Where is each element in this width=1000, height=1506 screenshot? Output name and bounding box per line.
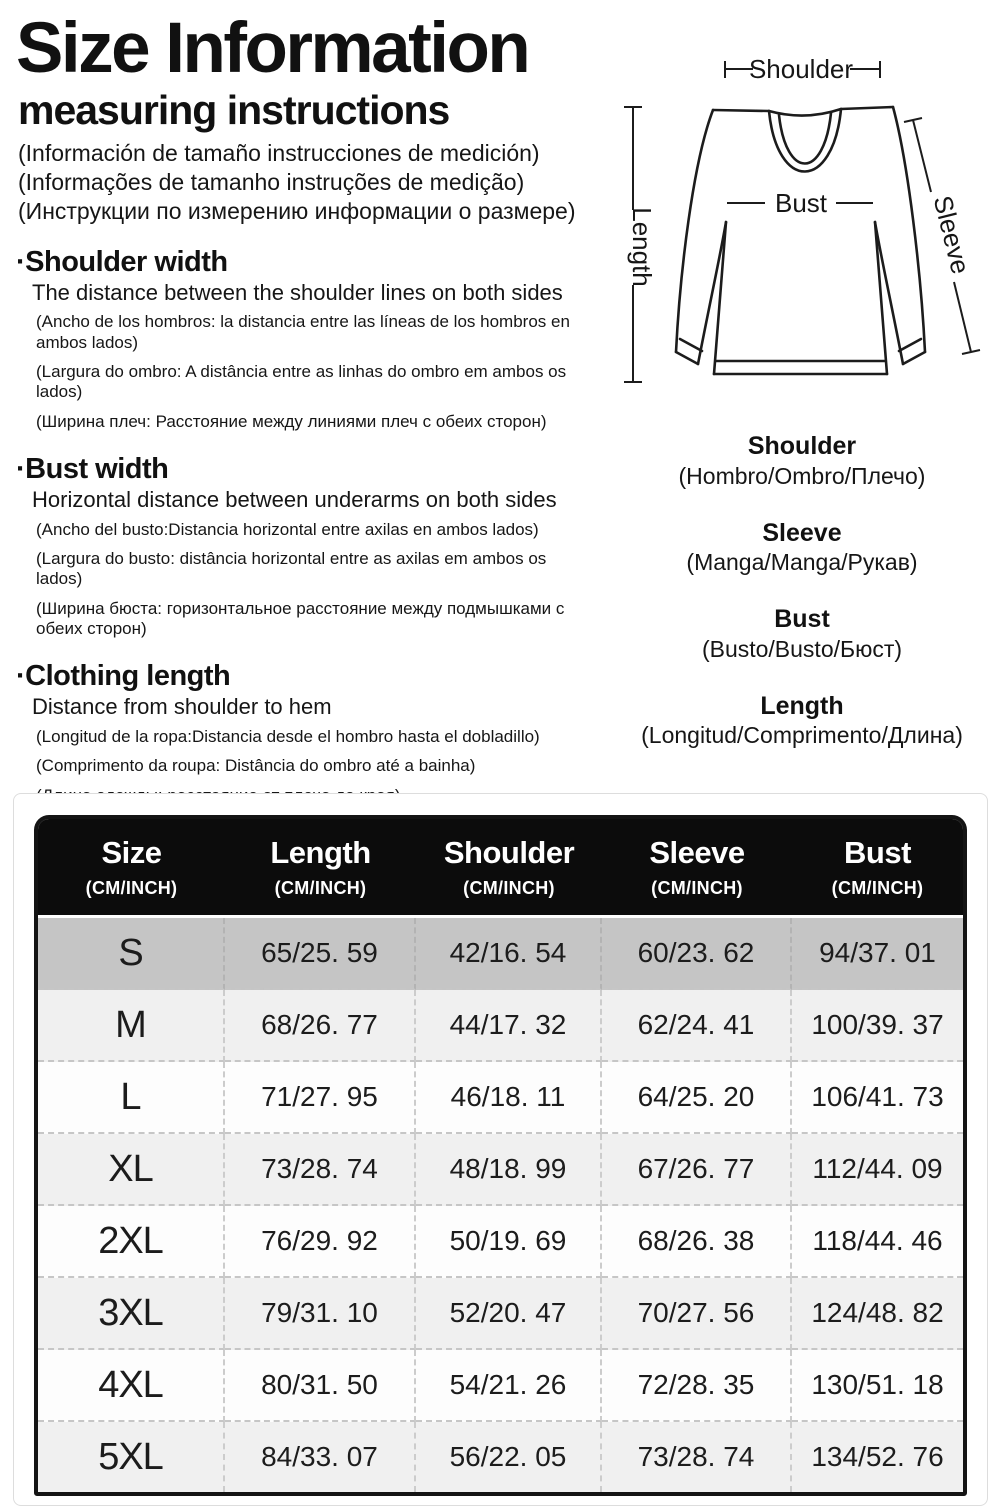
title-translations	[16, 139, 601, 225]
measurement-labels	[608, 432, 996, 778]
section-note-es: (Ancho de los hombros: la distancia entre las líneas de los hombros en ambos lados)	[36, 312, 570, 352]
section-note-es: (Ancho del busto:Distancia horizontal entre axilas en ambos lados)	[36, 519, 539, 539]
shoulder-cell: 42/16. 54	[416, 918, 602, 990]
section-note-es: (Longitud de la ropa:Distancia desde el hombro hasta el dobladillo)	[36, 726, 540, 746]
shirt-outline	[676, 107, 925, 374]
length-measure-line	[624, 107, 657, 382]
shoulder-cell: 52/20. 47	[416, 1278, 602, 1350]
length-cell: 76/29. 92	[225, 1206, 416, 1278]
section-description: Horizontal distance between underarms on both sides	[32, 487, 557, 513]
sleeve-cell: 70/27. 56	[602, 1278, 792, 1350]
bust-cell: 130/51. 18	[792, 1350, 963, 1422]
measure-name: Length	[760, 691, 844, 720]
column-header-size: Size (CM/INCH)	[38, 819, 225, 918]
column-header-length: Length (CM/INCH)	[225, 819, 416, 918]
diagram-bust-label: Bust	[774, 188, 828, 218]
length-cell: 73/28. 74	[225, 1134, 416, 1206]
table-row-4xl	[38, 1350, 963, 1422]
measure-translation: (Manga/Manga/Рукав)	[686, 549, 918, 576]
size-table-frame	[34, 815, 967, 1496]
shoulder-cell: 44/17. 32	[416, 990, 602, 1062]
table-row-5xl	[38, 1422, 963, 1492]
length-cell: 79/31. 10	[225, 1278, 416, 1350]
sleeve-cell: 67/26. 77	[602, 1134, 792, 1206]
measure-name: Sleeve	[762, 518, 842, 547]
length-cell: 65/25. 59	[225, 918, 416, 990]
size-cell: M	[38, 990, 225, 1062]
table-row-s	[38, 918, 963, 990]
diagram-length-label: Length	[627, 207, 657, 287]
table-row-l	[38, 1062, 963, 1134]
measure-name: Bust	[774, 605, 830, 634]
title-translation-pt: (Informações de tamanho instruções de medição)	[18, 168, 525, 195]
section-note-pt: (Comprimento da roupa: Distância do ombro até a bainha)	[36, 756, 476, 776]
measure-group-length	[608, 692, 996, 750]
section-note-ru: (Ширина плеч: Расстояние между линиями плеч с обеих сторон)	[36, 411, 547, 431]
size-cell: XL	[38, 1134, 225, 1206]
size-cell: S	[38, 918, 225, 990]
shoulder-cell: 54/21. 26	[416, 1350, 602, 1422]
page-title: Size Information	[16, 9, 529, 88]
shirt-diagram-svg	[603, 22, 1000, 430]
section-title: ·Shoulder width	[16, 245, 228, 278]
title-translation-ru: (Инструкции по измерению информации о размере)	[18, 197, 576, 224]
section-description: Distance from shoulder to hem	[32, 694, 332, 720]
column-header-shoulder: Shoulder (CM/INCH)	[416, 819, 602, 918]
section-bust-width	[16, 453, 601, 639]
section-title: ·Clothing length	[16, 660, 231, 693]
table-row-3xl	[38, 1278, 963, 1350]
size-cell: 3XL	[38, 1278, 225, 1350]
diagram-shoulder-label: Shoulder	[748, 54, 854, 84]
sleeve-cell: 64/25. 20	[602, 1062, 792, 1134]
shirt-measure-diagram	[603, 22, 1000, 430]
bust-cell: 118/44. 46	[792, 1206, 963, 1278]
table-row-xl	[38, 1134, 963, 1206]
size-table-card	[13, 793, 988, 1506]
intro-column	[16, 9, 601, 815]
column-header-sleeve: Sleeve (CM/INCH)	[602, 819, 792, 918]
length-cell: 80/31. 50	[225, 1350, 416, 1422]
size-cell: 5XL	[38, 1422, 225, 1492]
diagram-sleeve-label: Sleeve	[927, 192, 976, 278]
bust-measure-line	[727, 188, 873, 218]
sleeve-cell: 68/26. 38	[602, 1206, 792, 1278]
section-shoulder-width	[16, 246, 601, 432]
shoulder-cell: 46/18. 11	[416, 1062, 602, 1134]
size-table-header	[38, 819, 963, 918]
size-cell: 2XL	[38, 1206, 225, 1278]
sleeve-cell: 62/24. 41	[602, 990, 792, 1062]
measure-translation: (Longitud/Comprimento/Длина)	[641, 722, 963, 749]
shoulder-cell: 48/18. 99	[416, 1134, 602, 1206]
measure-translation: (Busto/Busto/Бюст)	[701, 635, 903, 662]
page-subtitle: measuring instructions	[18, 86, 450, 133]
sleeve-cell: 72/28. 35	[602, 1350, 792, 1422]
shoulder-cell: 56/22. 05	[416, 1422, 602, 1492]
length-cell: 84/33. 07	[225, 1422, 416, 1492]
measure-group-sleeve	[608, 519, 996, 577]
bust-cell: 94/37. 01	[792, 918, 963, 990]
bust-cell: 100/39. 37	[792, 990, 963, 1062]
shoulder-cell: 50/19. 69	[416, 1206, 602, 1278]
section-description: The distance between the shoulder lines on both sides	[32, 279, 563, 305]
length-cell: 68/26. 77	[225, 990, 416, 1062]
table-row-2xl	[38, 1206, 963, 1278]
section-note-pt: (Largura do ombro: A distância entre as linhas do ombro em ambos os lados)	[36, 362, 567, 402]
title-translation-es: (Información de tamaño instrucciones de medición)	[18, 139, 540, 166]
size-table	[38, 819, 963, 1492]
section-note-ru: (Ширина бюста: горизонтальное расстояние между подмышками с обеих сторон)	[36, 598, 565, 639]
measure-group-bust	[608, 605, 996, 663]
measure-translation: (Hombro/Ombro/Плечо)	[678, 462, 926, 489]
bust-cell: 106/41. 73	[792, 1062, 963, 1134]
size-cell: L	[38, 1062, 225, 1134]
sleeve-cell: 73/28. 74	[602, 1422, 792, 1492]
section-note-pt: (Largura do busto: distância horizontal entre as axilas em ambos os lados)	[36, 548, 547, 589]
size-cell: 4XL	[38, 1350, 225, 1422]
section-title: ·Bust width	[16, 453, 169, 486]
measure-group-shoulder	[608, 432, 996, 490]
bust-cell: 134/52. 76	[792, 1422, 963, 1492]
table-row-m	[38, 990, 963, 1062]
sleeve-cell: 60/23. 62	[602, 918, 792, 990]
bust-cell: 112/44. 09	[792, 1134, 963, 1206]
size-table-body	[38, 918, 963, 1492]
column-header-bust: Bust (CM/INCH)	[792, 819, 963, 918]
section-clothing-length	[16, 660, 601, 805]
length-cell: 71/27. 95	[225, 1062, 416, 1134]
shoulder-measure-line	[725, 54, 880, 84]
measure-name: Shoulder	[747, 432, 857, 460]
bust-cell: 124/48. 82	[792, 1278, 963, 1350]
